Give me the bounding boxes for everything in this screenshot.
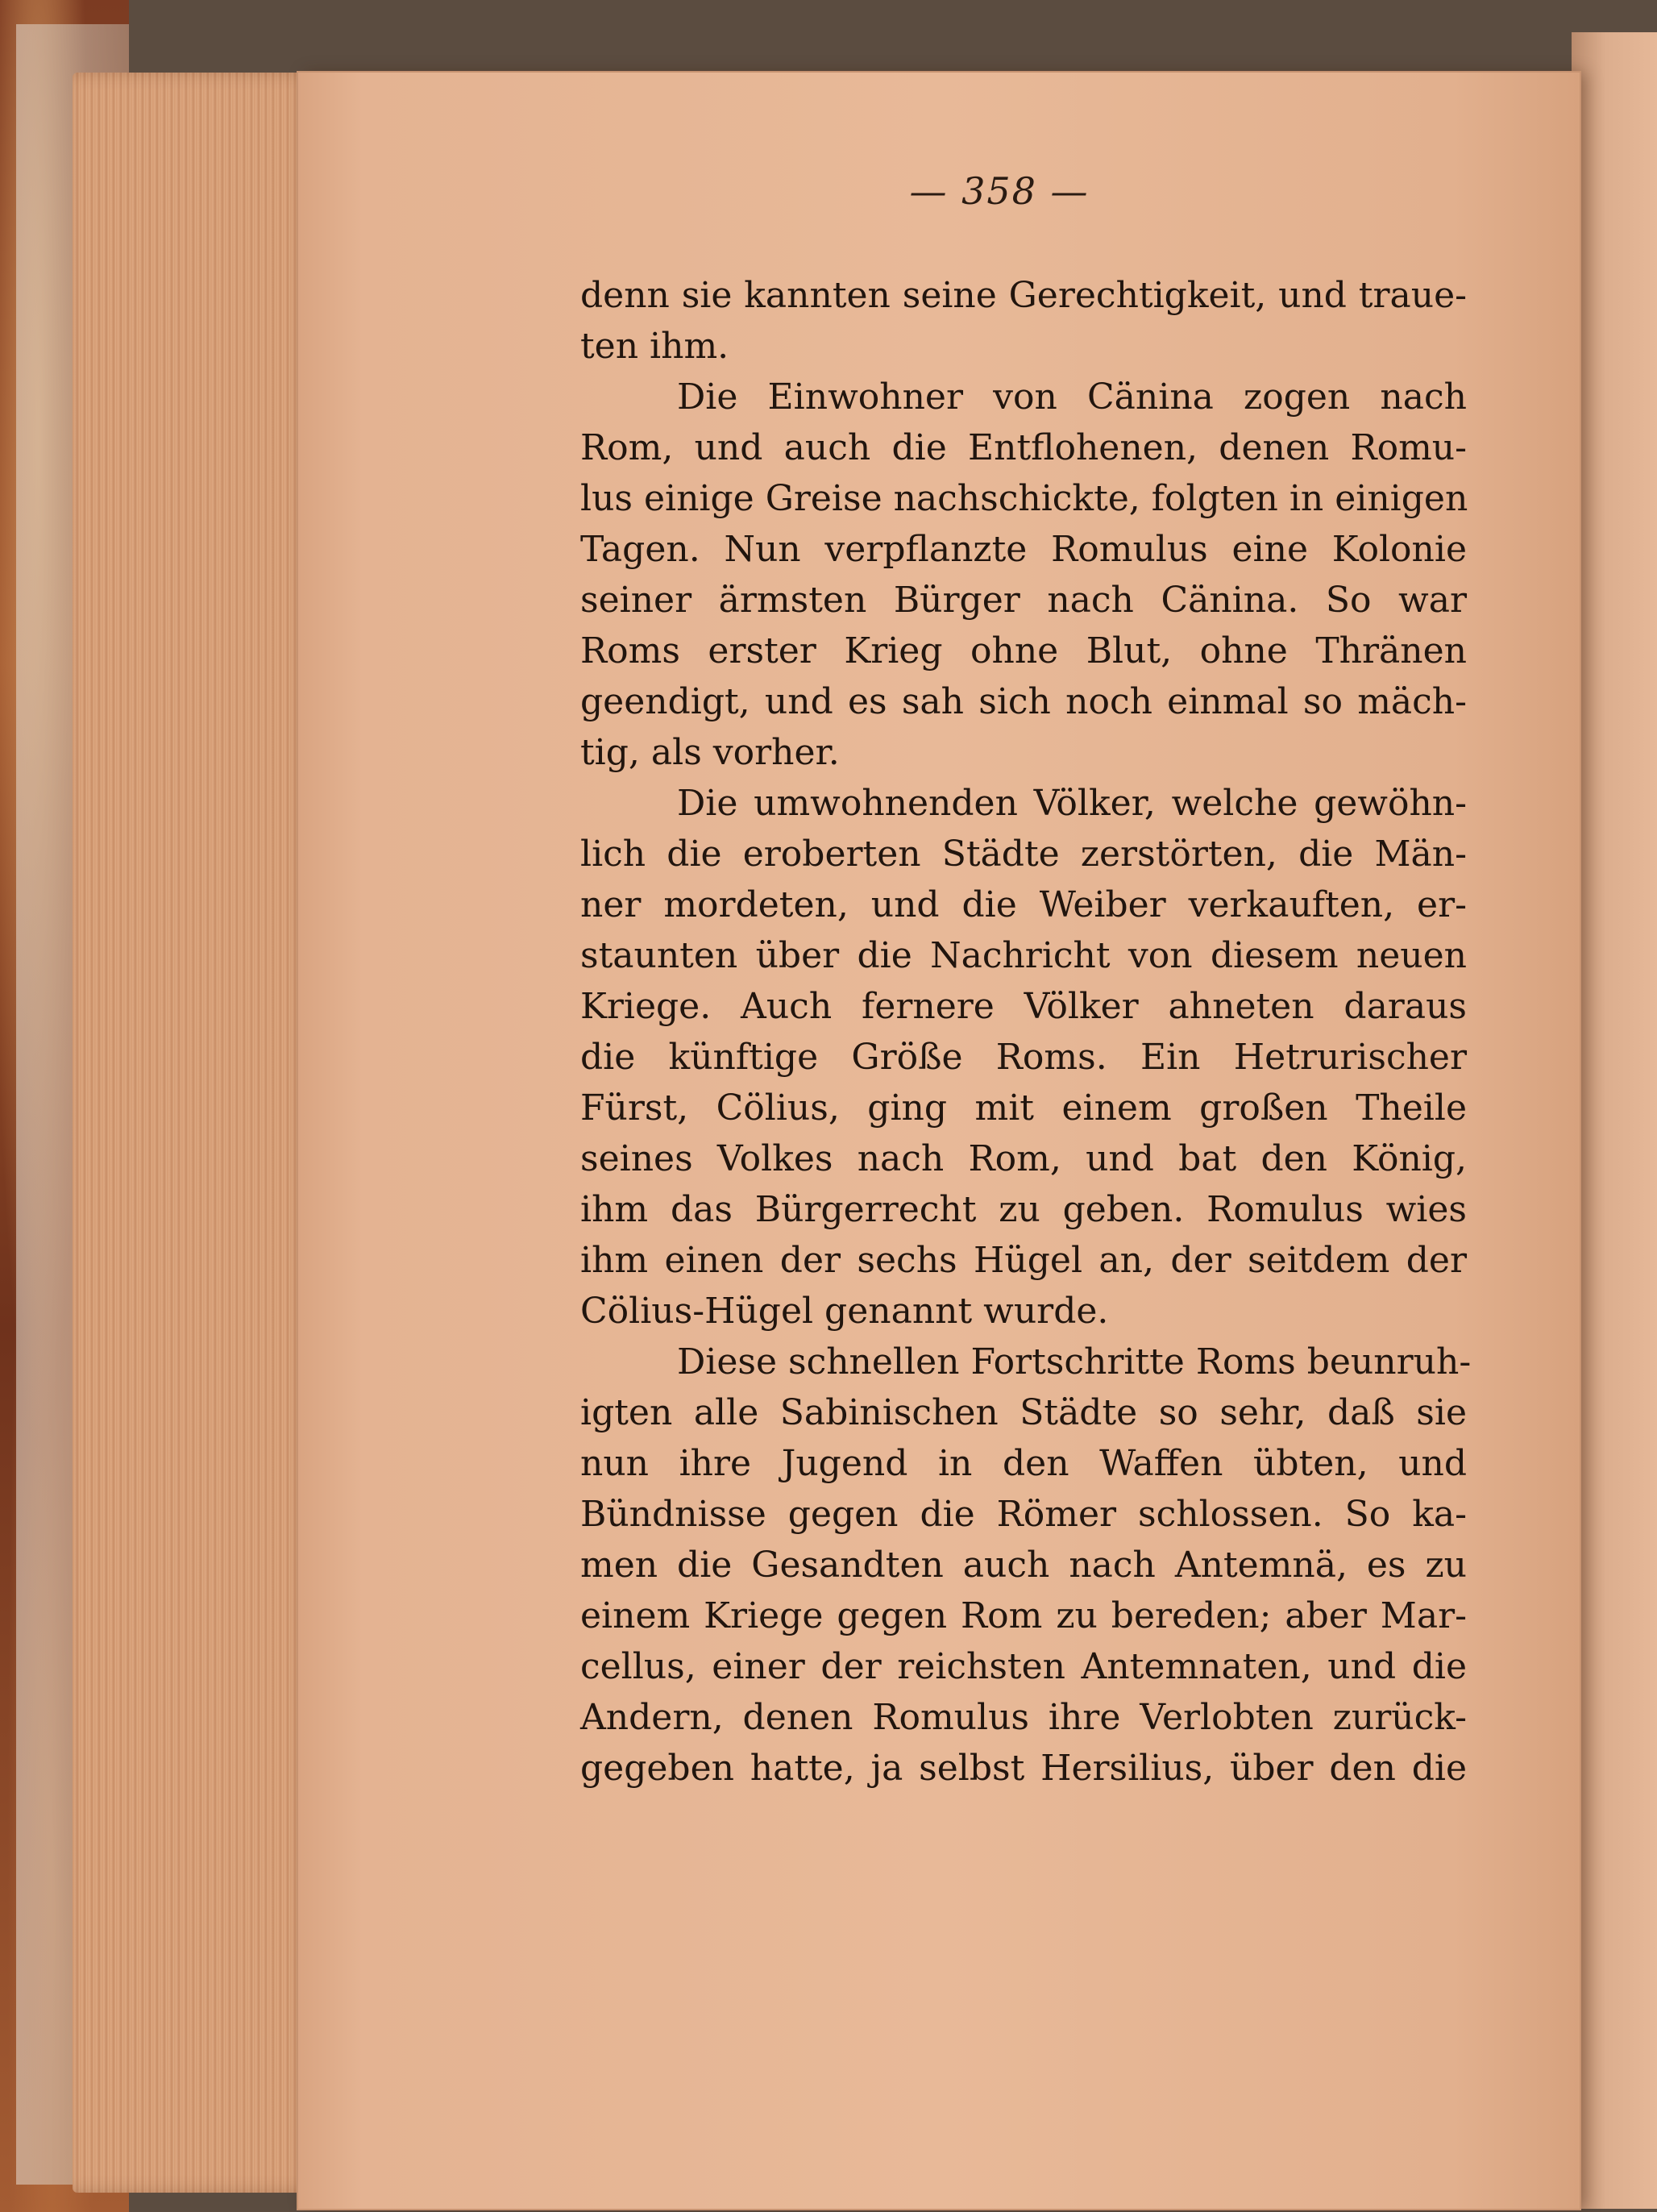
text-line: Roms erster Krieg ohne Blut, ohne Thränen bbox=[580, 630, 1467, 672]
text-line: nun ihre Jugend in den Waffen übten, und bbox=[580, 1443, 1467, 1484]
text-line: geendigt, und es sah sich noch einmal so mäch- bbox=[580, 681, 1467, 722]
facing-page-edge bbox=[1572, 32, 1657, 2209]
text-line: die künftige Größe Roms. Ein Hetrurischer bbox=[580, 1037, 1467, 1078]
text-line: einem Kriege gegen Rom zu bereden; aber Mar- bbox=[580, 1595, 1467, 1636]
text-line: Kriege. Auch fernere Völker ahneten daraus bbox=[580, 986, 1467, 1027]
text-line: Fürst, Cölius, ging mit einem großen Theile bbox=[580, 1087, 1467, 1129]
text-line: ten ihm. bbox=[580, 326, 729, 367]
text-line: Bündnisse gegen die Römer schlossen. So ka- bbox=[580, 1494, 1467, 1535]
text-line: Andern, denen Romulus ihre Verlobten zurück- bbox=[580, 1697, 1467, 1738]
text-line: denn sie kannten seine Gerechtigkeit, und traue- bbox=[580, 275, 1467, 316]
text-line: tig, als vorher. bbox=[580, 732, 840, 773]
page-number: — 358 — bbox=[909, 169, 1090, 213]
text-line: Diese schnellen Fortschritte Roms beunruh- bbox=[677, 1341, 1472, 1382]
text-line: seines Volkes nach Rom, und bat den König, bbox=[580, 1138, 1467, 1179]
text-line: ihm das Bürgerrecht zu geben. Romulus wies bbox=[580, 1189, 1467, 1230]
text-line: staunten über die Nachricht von diesem neuen bbox=[580, 935, 1467, 976]
text-line: Die Einwohner von Cänina zogen nach bbox=[677, 376, 1467, 418]
text-line: ner mordeten, und die Weiber verkauften, er- bbox=[580, 884, 1467, 925]
text-line: Die umwohnenden Völker, welche gewöhn- bbox=[677, 783, 1467, 824]
text-line: lus einige Greise nachschickte, folgten in einigen bbox=[580, 478, 1468, 519]
text-line: men die Gesandten auch nach Antemnä, es zu bbox=[580, 1545, 1467, 1586]
text-line: ihm einen der sechs Hügel an, der seitdem der bbox=[580, 1240, 1467, 1281]
text-line: gegeben hatte, ja selbst Hersilius, über den die bbox=[580, 1748, 1467, 1789]
text-line: Cölius-Hügel genannt wurde. bbox=[580, 1291, 1109, 1332]
text-line: Rom, und auch die Entflohenen, denen Romu- bbox=[580, 427, 1467, 468]
text-line: lich die eroberten Städte zerstörten, die Män- bbox=[580, 834, 1467, 875]
page-body-text bbox=[580, 270, 1472, 1794]
text-line: cellus, einer der reichsten Antemnaten, und die bbox=[580, 1646, 1467, 1687]
text-line: seiner ärmsten Bürger nach Cänina. So war bbox=[580, 580, 1467, 621]
text-line: Tagen. Nun verpflanzte Romulus eine Kolonie bbox=[580, 529, 1467, 570]
text-line: igten alle Sabinischen Städte so sehr, daß sie bbox=[580, 1392, 1467, 1433]
